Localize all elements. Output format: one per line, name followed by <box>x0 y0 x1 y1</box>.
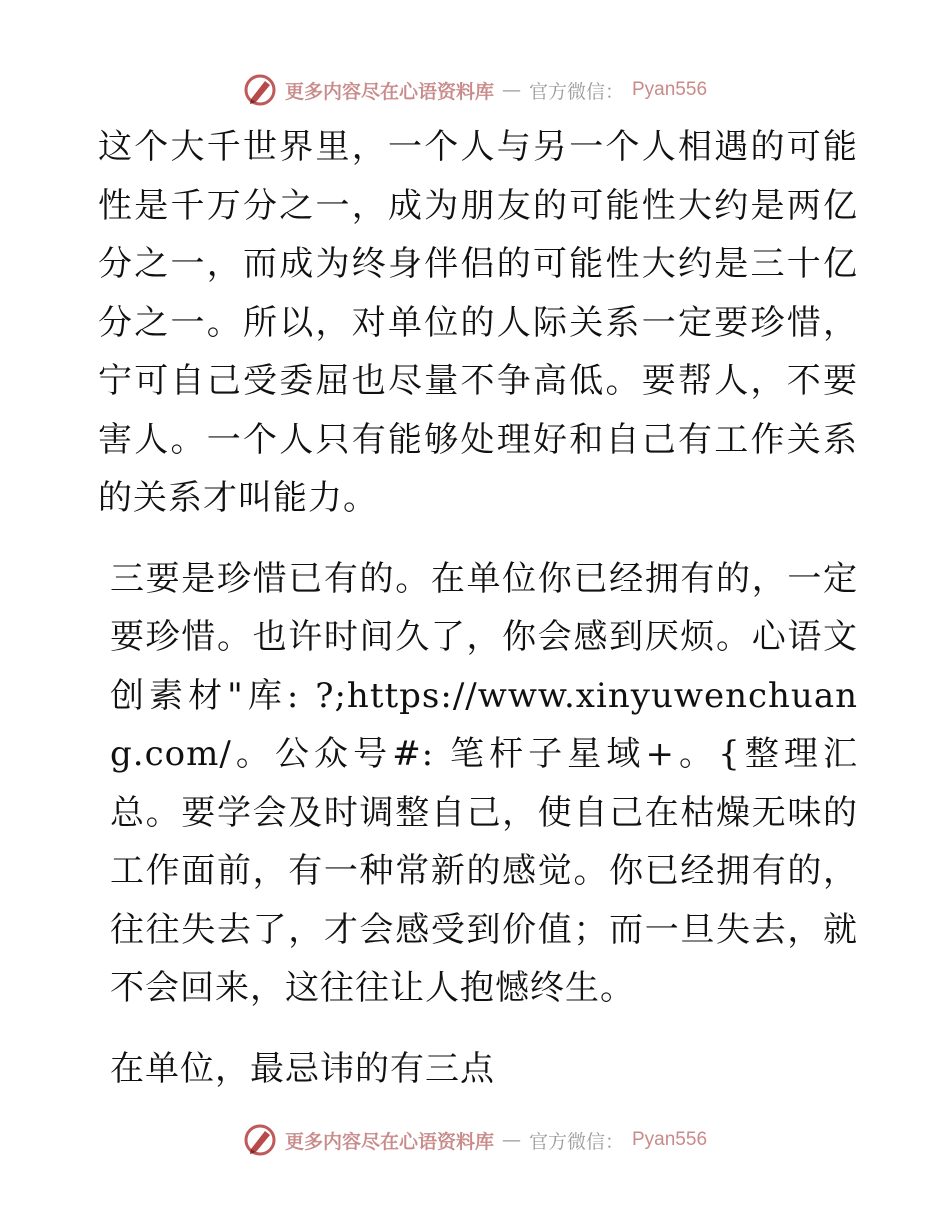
banner-separator: — <box>501 1129 521 1151</box>
paragraph-1: 这个大千世界里，一个人与另一个人相遇的可能性是千万分之一，成为朋友的可能性大约是两亿分之一，而成为终身伴侣的可能性大约是三十亿分之一。所以，对单位的人际关系一定要珍惜，宁可自己受委屈也尽量不争高低。要帮人，不要害人。一个人只有能够处理好和自己有工作关系的关系才叫能力。 <box>98 127 858 518</box>
banner-wechat-id: Pyan556 <box>632 1129 708 1150</box>
pen-logo-icon <box>243 1123 277 1157</box>
paragraph-3: 在单位，最忌讳的有三点 <box>110 1048 495 1089</box>
banner-wechat-id: Pyan556 <box>632 79 708 100</box>
banner-wechat-label: 官方微信： <box>528 80 624 103</box>
banner-main-text: 更多内容尽在心语资料库 <box>284 80 494 103</box>
header-banner <box>0 72 950 108</box>
banner-wechat-label: 官方微信： <box>528 1130 624 1153</box>
paragraph-2: 三要是珍惜已有的。在单位你已经拥有的，一定要珍惜。也许时间久了，你会感到厌烦。心语文创素材"库: ?;https://www.xinyuwenchuang.com/。公众号#: 笔杆子星域+。{整理汇总。要学会及时调整自己，使自己在枯燥无味的工作面前，有一种常新的感觉。你已经拥有的，往往失去了，才会感受到价值；而一旦失去，就不会回来，这往往让人抱憾终生。 <box>110 558 858 1008</box>
footer-banner <box>0 1122 950 1158</box>
document-body <box>98 118 858 1098</box>
banner-main-text: 更多内容尽在心语资料库 <box>284 1130 494 1153</box>
pen-logo-icon <box>243 73 277 107</box>
banner-separator: — <box>501 79 521 101</box>
